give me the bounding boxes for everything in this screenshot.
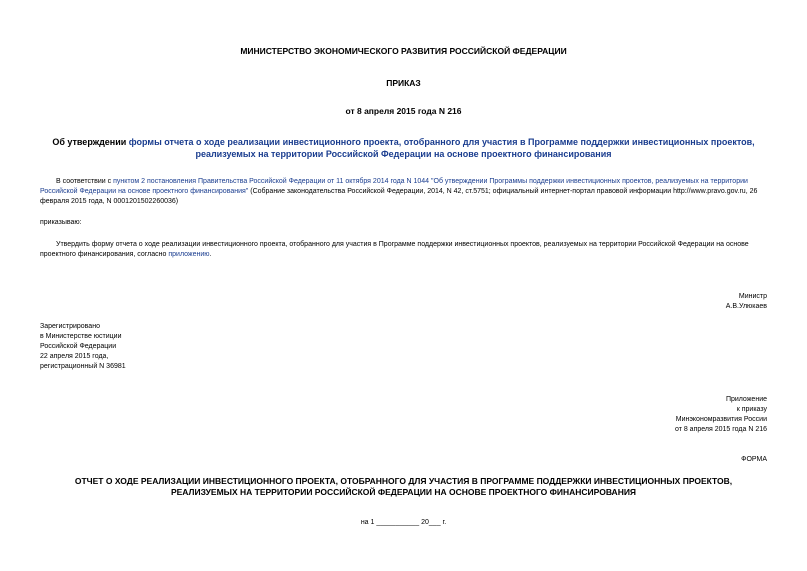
order-word: приказываю: — [40, 219, 82, 226]
appendix-link[interactable]: приложению — [168, 251, 210, 258]
preamble-decree-link[interactable]: пунктом 2 постановления Правительства Российской Федерации от 11 октября 2014 года N 1044 "Об утверждении Программы поддержки инвестиционных проектов, реализуемых на территории Российской Федерации на основе проектного финансирования" — [40, 178, 748, 195]
order-title-link[interactable]: формы отчета о ходе реализации инвестиционного проекта, отобранного для участия в Программе поддержки инвестиционных проектов, реализуемых на территории Российской Федерации на основе проектного финансирования — [128, 137, 755, 159]
signature-block — [726, 292, 767, 312]
registration-line: Российской Федерации — [40, 343, 117, 350]
doc-type-heading: ПРИКАЗ — [386, 78, 421, 88]
signature-name: А.В.Улюкаев — [725, 303, 767, 310]
report-date-line: на 1 ___________ 20___ г. — [360, 519, 447, 526]
preamble-text-end: (Собрание законодательства Российской Федерации, 2014, N 42, ст.5751; официальный интернет-портал правовой информации http://www.pravo.gov.ru, 26 февраля 2015 года, N 0001201502260036) — [40, 188, 758, 205]
order-date-number: от 8 апреля 2015 года N 216 — [345, 106, 462, 116]
appendix-line: Минэкономразвития России — [675, 416, 767, 423]
report-title-line2: РЕАЛИЗУЕМЫХ НА ТЕРРИТОРИИ РОССИЙСКОЙ ФЕДЕРАЦИИ НА ОСНОВЕ ПРОЕКТНОГО ФИНАНСИРОВАНИЯ — [170, 487, 637, 497]
registration-line: в Министерстве юстиции — [40, 333, 122, 340]
order-title-prefix: Об утверждении — [52, 137, 129, 147]
report-title-line1: ОТЧЕТ О ХОДЕ РЕАЛИЗАЦИИ ИНВЕСТИЦИОННОГО ПРОЕКТА, ОТОБРАННОГО ДЛЯ УЧАСТИЯ В ПРОГРАММЕ ПОДДЕРЖКИ ИНВЕСТИЦИОННЫХ ПРОЕКТОВ, — [74, 476, 733, 486]
ministry-heading: МИНИСТЕРСТВО ЭКОНОМИЧЕСКОГО РАЗВИТИЯ РОССИЙСКОЙ ФЕДЕРАЦИИ — [240, 46, 567, 56]
body-paragraph — [40, 240, 770, 260]
appendix-line: Приложение — [725, 396, 767, 403]
appendix-block — [675, 395, 767, 435]
body-text-end: . — [209, 251, 212, 258]
report-title — [20, 476, 787, 498]
registration-block — [40, 322, 126, 372]
order-title — [50, 136, 757, 160]
preamble-text-start: В соответствии с — [56, 178, 114, 185]
registration-line: 22 апреля 2015 года, — [40, 353, 109, 360]
registration-line: Зарегистрировано — [40, 323, 100, 330]
registration-line: регистрационный N 36981 — [40, 363, 126, 370]
appendix-line: от 8 апреля 2015 года N 216 — [674, 426, 767, 433]
preamble-paragraph — [40, 177, 770, 207]
form-label: ФОРМА — [741, 456, 767, 463]
appendix-line: к приказу — [736, 406, 767, 413]
body-text: Утвердить форму отчета о ходе реализации инвестиционного проекта, отобранного для участия в Программе поддержки инвестиционных проектов, реализуемых на территории Российской Федерации на основе проектного финансирования, согласно — [40, 241, 749, 258]
signature-title: Министр — [738, 293, 767, 300]
